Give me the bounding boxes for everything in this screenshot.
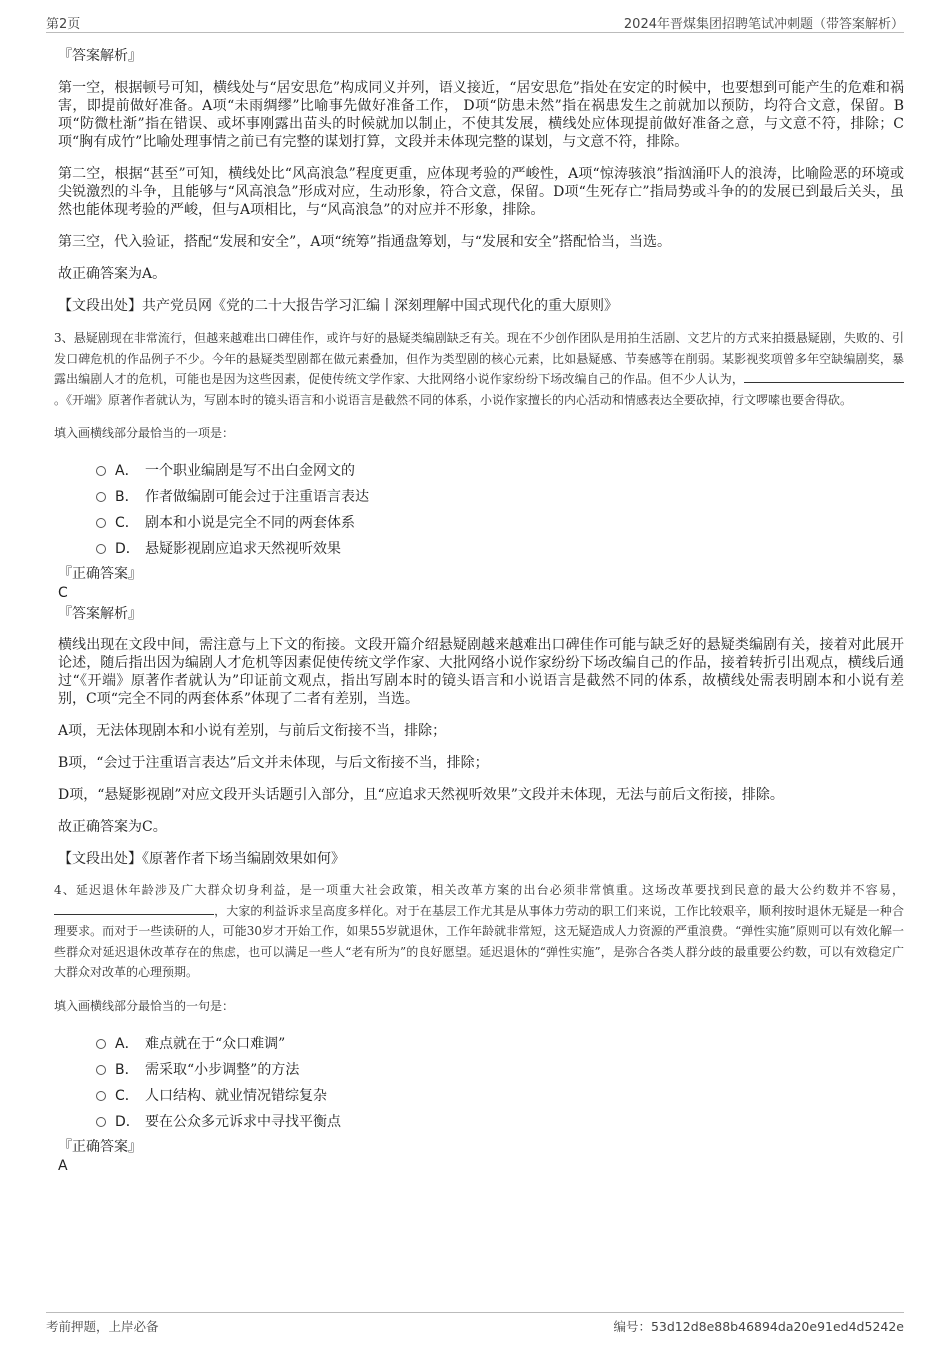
document-serial: 编号：53d12d8e88b46894da20e91ed4d5242e	[613, 1319, 904, 1334]
option-b[interactable]: B． 需采取“小步调整”的方法	[96, 1057, 904, 1083]
radio-icon[interactable]	[96, 1091, 106, 1101]
question-prompt: 填入画横线部分最恰当的一项是：	[54, 426, 235, 440]
radio-icon[interactable]	[96, 544, 106, 554]
answer-tag: 『正确答案』	[58, 566, 142, 582]
question-3-text: 3、悬疑剧现在非常流行，但越来越难出口碑佳作，或许与好的悬疑类编剧缺乏有关。现在不少创作团队是用拍生活剧、文艺片的方式来拍摄悬疑剧，失败的、引发口碑危机的作品例子不少。今年的悬疑类型剧都在做元素叠加，但作为类型剧的核心元素，比如悬疑感、节奏感等在削弱。某影视奖项曾多年空缺编剧奖，暴露出编剧人才的危机，可能也是因为这些因素，促使传统文学作家、大批网络小说作家纷纷下场改编自己的作品。但不少人认为，。《开端》原著作者就认为，写剧本时的镜头语言和小说语言是截然不同的体系，小说作家擅长的内心活动和情感表达全要砍掉，行文啰嗦也要舍得砍。	[54, 331, 904, 407]
option-c[interactable]: C． 人口结构、就业情况错综复杂	[96, 1083, 904, 1109]
option-a[interactable]: A． 一个职业编剧是写不出白金网文的	[96, 458, 904, 484]
answer-tag: 『正确答案』	[58, 1138, 142, 1155]
question-prompt: 填入画横线部分最恰当的一句是：	[54, 998, 235, 1013]
radio-icon[interactable]	[96, 1039, 106, 1049]
radio-icon[interactable]	[96, 492, 106, 502]
final-answer: 故正确答案为C。	[58, 819, 167, 835]
option-a[interactable]: A． 难点就在于“众口难调”	[96, 1031, 904, 1057]
final-answer: 故正确答案为A。	[58, 266, 167, 282]
option-d[interactable]: D． 要在公众多元诉求中寻找平衡点	[96, 1109, 904, 1135]
radio-icon[interactable]	[96, 1117, 106, 1127]
page-number: 第2页	[46, 17, 81, 32]
radio-icon[interactable]	[96, 518, 106, 528]
source-citation: 【文段出处】《原著作者下场当编剧效果如何》	[58, 851, 345, 867]
option-d[interactable]: D． 悬疑影视剧应追求天然视听效果	[96, 536, 904, 562]
page-footer	[46, 1312, 904, 1339]
fill-blank	[54, 902, 214, 915]
analysis-tag: 『答案解析』	[58, 48, 142, 64]
analysis-paragraph: D项，“悬疑影视剧”对应文段开头话题引入部分，且“应追求天然视听效果”文段并未体现，无法与前后文衔接，排除。	[58, 787, 784, 803]
source-citation: 【文段出处】共产党员网《党的二十大报告学习汇编丨深刻理解中国式现代化的重大原则》	[58, 298, 618, 314]
analysis-paragraph: 第一空，根据顿号可知，横线处与“居安思危”构成同义并列，语义接近，“居安思危”指处在安定的时候中，也要想到可能产生的危难和祸害，即提前做好准备。A项“未雨绸缪”比喻事先做好准备工作， D项“防患未然”指在祸患发生之前就加以预防，均符合文意，保留。B项“防微杜渐”指在错误、或坏事刚露出苗头的时候就加以制止，不使其发展，横线处应体现提前做好准备之意，与文意不符，排除；C项“胸有成竹”比喻处理事情之前已有完整的谋划打算，文段并未体现完整的谋划，与文意不符，排除。	[58, 80, 904, 150]
analysis-paragraph: B项，“会过于注重语言表达”后文并未体现，与后文衔接不当，排除；	[58, 755, 489, 771]
question-3-options	[96, 458, 904, 562]
question-4-text: 4、延迟退休年龄涉及广大群众切身利益，是一项重大社会政策，相关改革方案的出台必须非常慎重。这场改革要找到民意的最大公约数并不容易，，大家的利益诉求呈高度多样化。对于在基层工作尤其是从事体力劳动的职工们来说，工作比较艰辛，顺利按时退休无疑是一种合理要求。而对于一些读研的人，可能30岁才开始工作，如果55岁就退休，工作年龄就非常短，这无疑造成人力资源的严重浪费。“弹性实施”原则可以有效化解一些群众对延迟退休改革存在的焦虑，也可以满足一些人“老有所为”的良好愿望。延迟退休的“弹性实施”，是弥合各类人群分歧的最重要公约数，可以有效稳定广大群众对改革的心理预期。	[54, 883, 904, 979]
analysis-tag: 『答案解析』	[58, 606, 142, 622]
option-c[interactable]: C． 剧本和小说是完全不同的两套体系	[96, 510, 904, 536]
document-title: 2024年晋煤集团招聘笔试冲刺题（带答案解析）	[623, 17, 904, 32]
radio-icon[interactable]	[96, 466, 106, 476]
fill-blank	[744, 370, 904, 383]
analysis-paragraph: 横线出现在文段中间，需注意与上下文的衔接。文段开篇介绍悬疑剧越来越难出口碑佳作可能与缺乏好的悬疑类编剧有关，接着对此展开论述，随后指出因为编剧人才危机等因素促使传统文学作家、大批网络小说作家纷纷下场改编自己的作品，接着转折引出观点，横线后通过“《开端》原著作者就认为”印证前文观点，指出写剧本时的镜头语言和小说语言是截然不同的体系，故横线处需表明剧本和小说有差别，C项“完全不同的两套体系”体现了二者有差别，当选。	[58, 637, 904, 707]
correct-answer: A	[58, 1157, 68, 1174]
analysis-paragraph: A项，无法体现剧本和小说有差别，与前后文衔接不当，排除；	[58, 723, 447, 739]
footer-note: 考前押题，上岸必备	[46, 1319, 159, 1334]
page-content	[46, 42, 904, 1175]
correct-answer: C	[58, 585, 68, 601]
radio-icon[interactable]	[96, 1065, 106, 1075]
option-b[interactable]: B． 作者做编剧可能会过于注重语言表达	[96, 484, 904, 510]
analysis-paragraph: 第三空，代入验证，搭配“发展和安全”，A项“统筹”指通盘筹划，与“发展和安全”搭配恰当，当选。	[58, 234, 672, 250]
question-4-options	[96, 1031, 904, 1135]
page-header	[46, 10, 904, 33]
analysis-paragraph: 第二空，根据“甚至”可知，横线处比“风高浪急”程度更重，应体现考验的严峻性，A项“惊涛骇浪”指汹涌吓人的浪涛，比喻险恶的环境或尖锐激烈的斗争，且能够与“风高浪急”形成对应，生动形象，符合文意，保留。D项“生死存亡”指局势或斗争的的发展已到最后关头，虽然也能体现考验的严峻，但与A项相比，与“风高浪急”的对应并不形象，排除。	[58, 166, 904, 218]
